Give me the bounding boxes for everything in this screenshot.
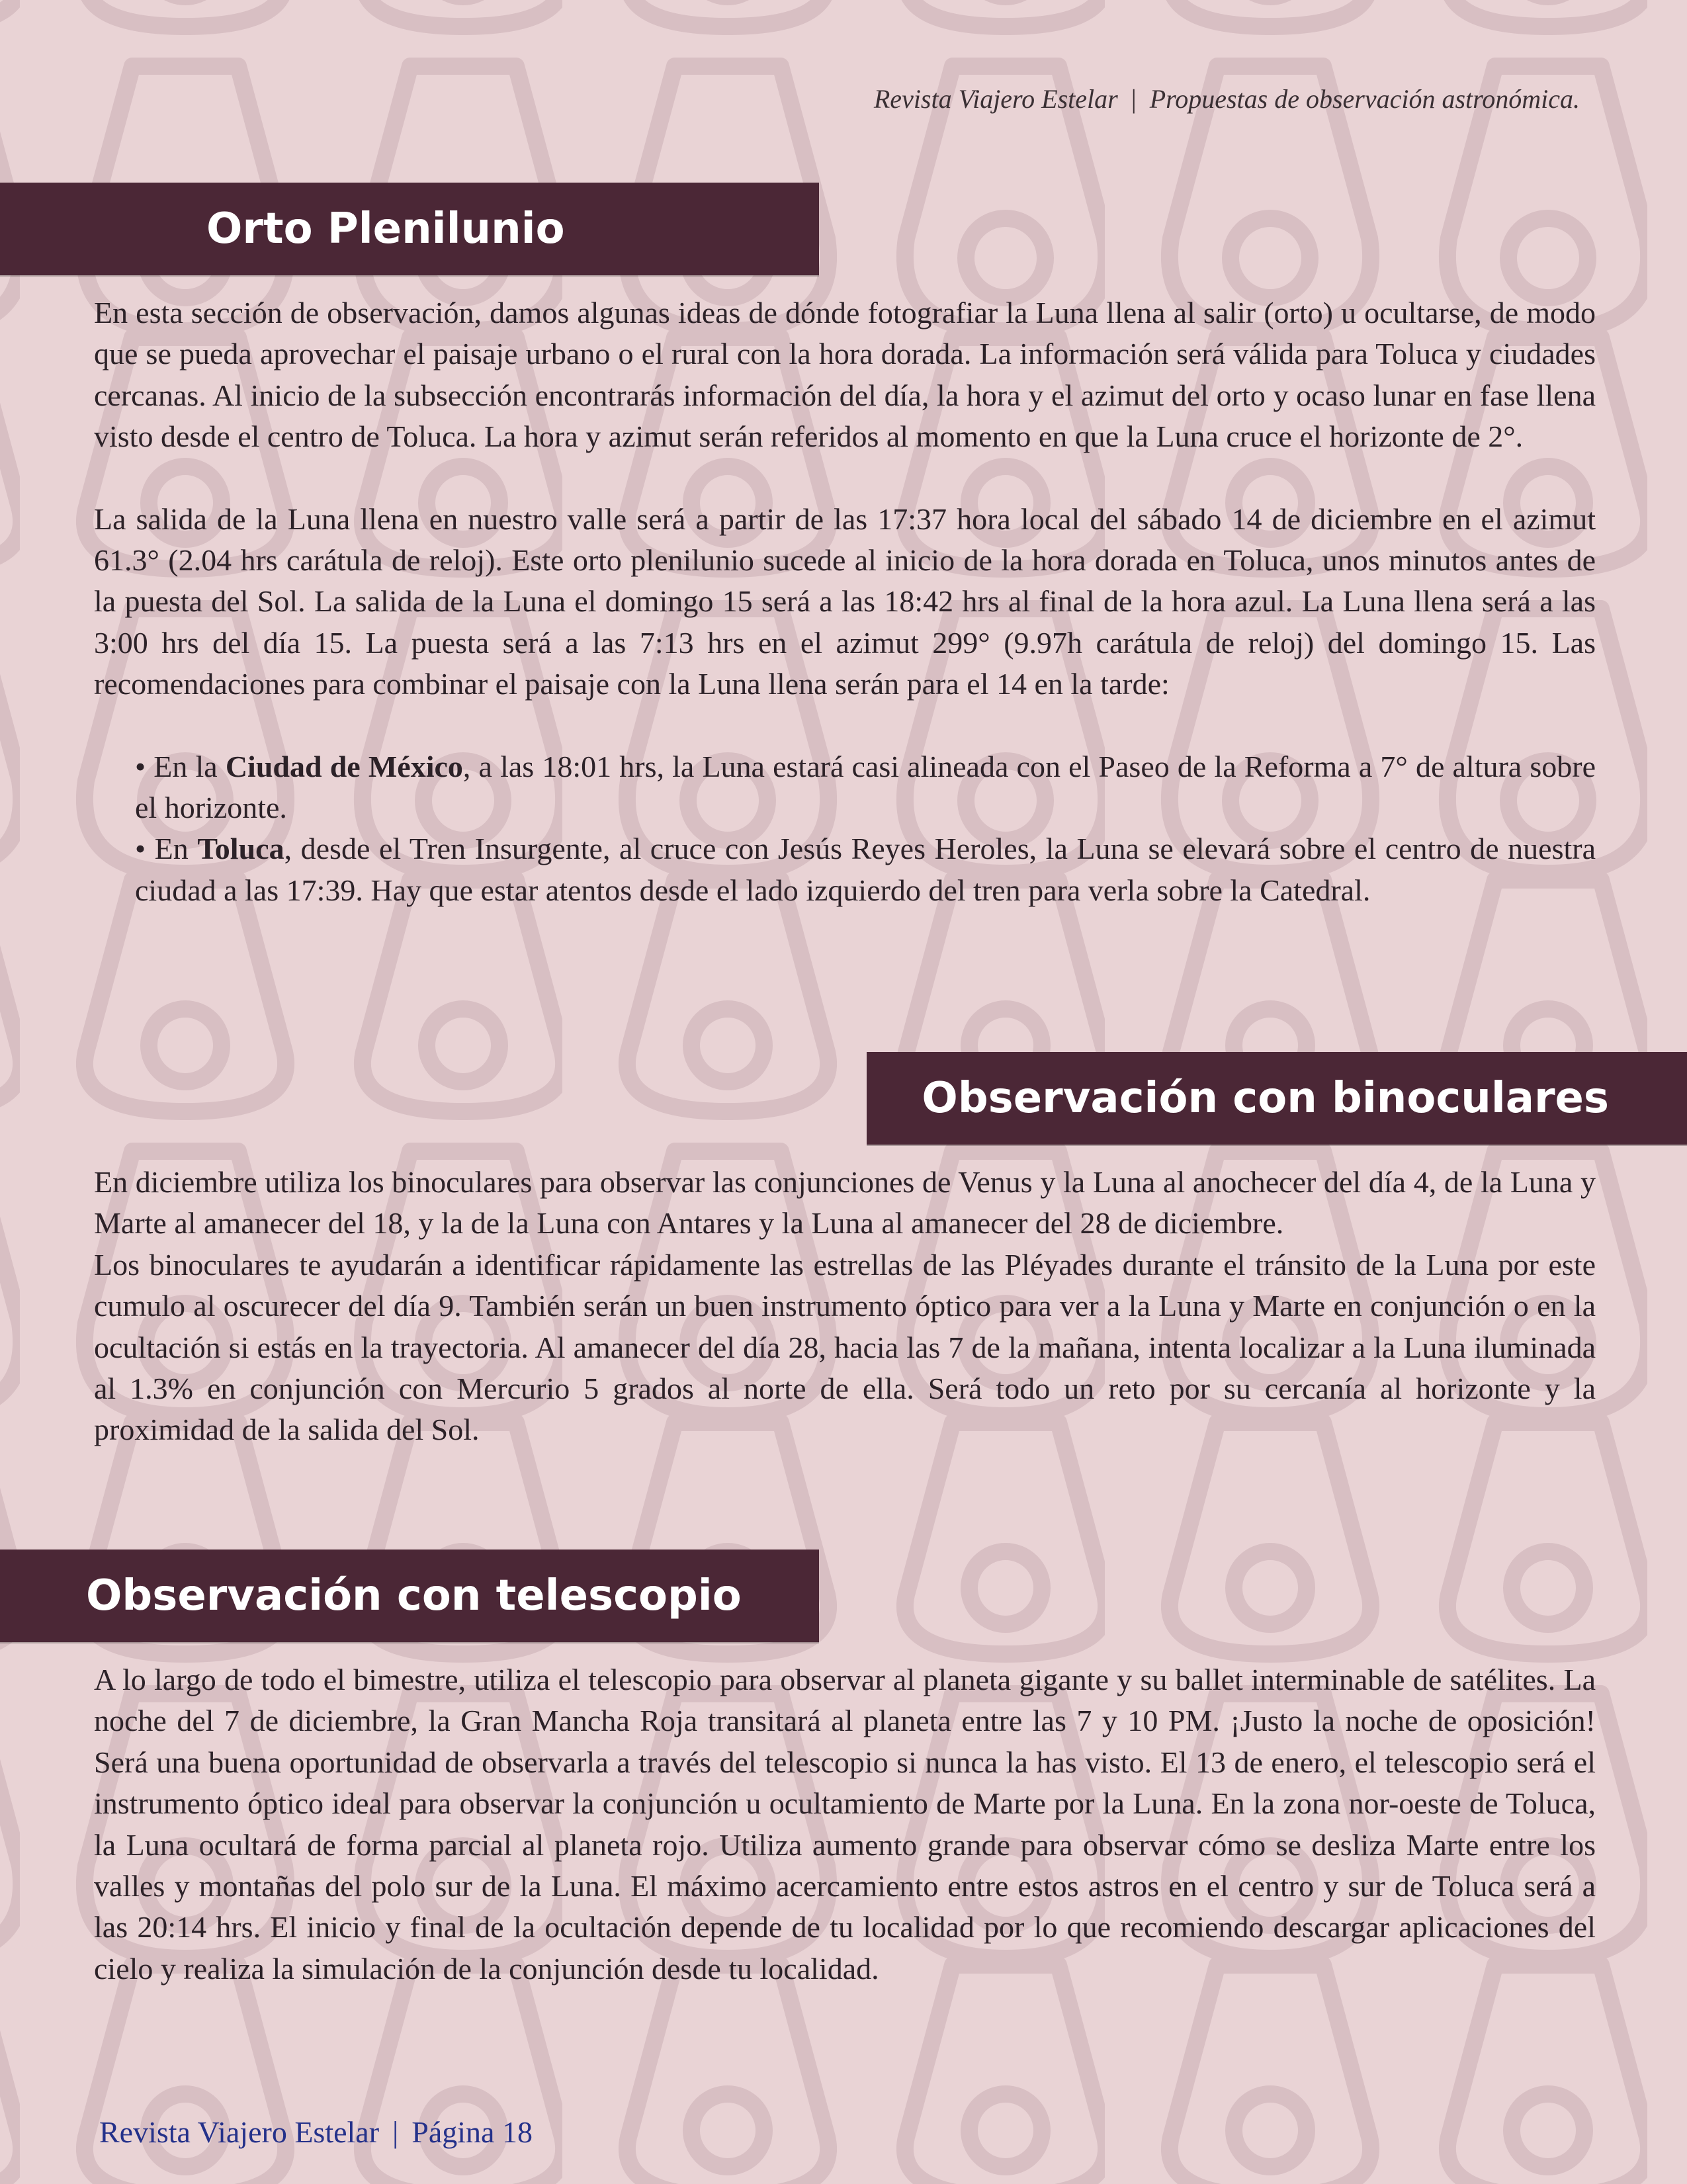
section-body-orto	[94, 292, 1596, 911]
paragraph: En diciembre utiliza los binoculares para observar las conjunciones de Venus y la Luna al anochecer del día 4, de la Luna y Marte al amanecer del 18, y la de la Luna con Antares y la Luna al amanecer del 28 de diciembre.	[94, 1165, 1596, 1241]
footer-separator: |	[392, 2115, 399, 2149]
paragraph: A lo largo de todo el bimestre, utiliza el telescopio para observar al planeta gigante y su ballet interminable de satélites. La noche del 7 de diciembre, la Gran Mancha Roja transitará al planeta entre las 7 y 10 PM. ¡Justo la noche de oposición! Será una buena oportunidad de observarla a través del telescopio si nunca la has visto. El 13 de enero, el telescopio será el instrumento óptico ideal para observar la conjunción u ocultamiento de Marte por la Luna. En la zona nor-oeste de Toluca, la Luna ocultará de forma parcial al planeta rojo. Utiliza aumento grande para observar cómo se desliza Marte entre los valles y montañas del polo sur de la Luna. El máximo acercamiento entre estos astros en el centro y sur de Toluca será a las 20:14 hrs. El inicio y final de la ocultación depende de tu localidad por lo que recomiendo descargar aplicaciones del cielo y realiza la simulación de la conjunción desde tu localidad.	[94, 1663, 1596, 1986]
paragraph: En esta sección de observación, damos algunas ideas de dónde fotografiar la Luna llena al salir (orto) u ocultarse, de modo que se pueda aprovechar el paisaje urbano o el rural con la hora dorada. La información será válida para Toluca y ciudades cercanas. Al inicio de la subsección encontrarás información del día, la hora y el azimut del orto y ocaso lunar en fase llena visto desde el centro de Toluca. La hora y azimut serán referidos al momento en que la Luna cruce el horizonte de 2°.	[94, 296, 1596, 454]
bullet-item: • En Toluca, desde el Tren Insurgente, al cruce con Jesús Reyes Heroles, la Luna se elevará sobre el centro de nuestra ciudad a las 17:39. Hay que estar atentos desde el lado izquierdo del tren para verla sobre la Catedral.	[135, 832, 1596, 907]
section-heading-binoculares	[867, 1052, 1687, 1145]
header-separator: |	[1131, 84, 1137, 114]
bullet-bold: Ciudad de México	[225, 749, 463, 783]
bullet-list	[135, 746, 1596, 912]
running-header	[874, 83, 1580, 114]
section-body-binoculares	[94, 1162, 1596, 1451]
bullet-item: • En la Ciudad de México, a las 18:01 hrs, la Luna estará casi alineada con el Paseo de la Reforma a 7° de altura sobre el horizonte.	[135, 749, 1596, 825]
page-footer	[99, 2115, 533, 2150]
section-title: Observación con binoculares	[922, 1074, 1609, 1123]
section-body-telescopio	[94, 1659, 1596, 1989]
footer-magazine: Revista Viajero Estelar	[99, 2115, 380, 2149]
paragraph: La salida de la Luna llena en nuestro valle será a partir de las 17:37 hora local del sábado 14 de diciembre en el azimut 61.3° (2.04 hrs carátula de reloj). Este orto plenilunio sucede al inicio de la hora dorada en Toluca, unos minutos antes de la puesta del Sol. La salida de la Luna el domingo 15 será a las 18:42 hrs al final de la hora azul. La Luna llena será a las 3:00 hrs del día 15. La puesta será a las 7:13 hrs en el azimut 299° (9.97h carátula de reloj) del domingo 15. Las recomendaciones para combinar el paisaje con la Luna llena serán para el 14 en la tarde:	[94, 502, 1596, 701]
header-subtitle: Propuestas de observación astronómica.	[1149, 84, 1580, 114]
section-heading-orto	[0, 183, 819, 275]
header-magazine: Revista Viajero Estelar	[873, 84, 1118, 114]
section-heading-telescopio	[0, 1550, 819, 1642]
section-title: Orto Plenilunio	[206, 204, 565, 253]
page-number: Página 18	[411, 2115, 533, 2149]
paragraph: Los binoculares te ayudarán a identificar rápidamente las estrellas de las Pléyades durante el tránsito de la Luna por este cumulo al oscurecer del día 9. También serán un buen instrumento óptico para ver a la Luna y Marte en conjunción o en la ocultación si estás en la trayectoria. Al amanecer del día 28, hacia las 7 de la mañana, intenta localizar a la Luna iluminada al 1.3% en conjunción con Mercurio 5 grados al norte de ella. Será todo un reto por su cercanía al horizonte y la proximidad de la salida del Sol.	[94, 1247, 1596, 1447]
section-title: Observación con telescopio	[86, 1571, 742, 1620]
bullet-bold: Toluca	[197, 832, 284, 866]
